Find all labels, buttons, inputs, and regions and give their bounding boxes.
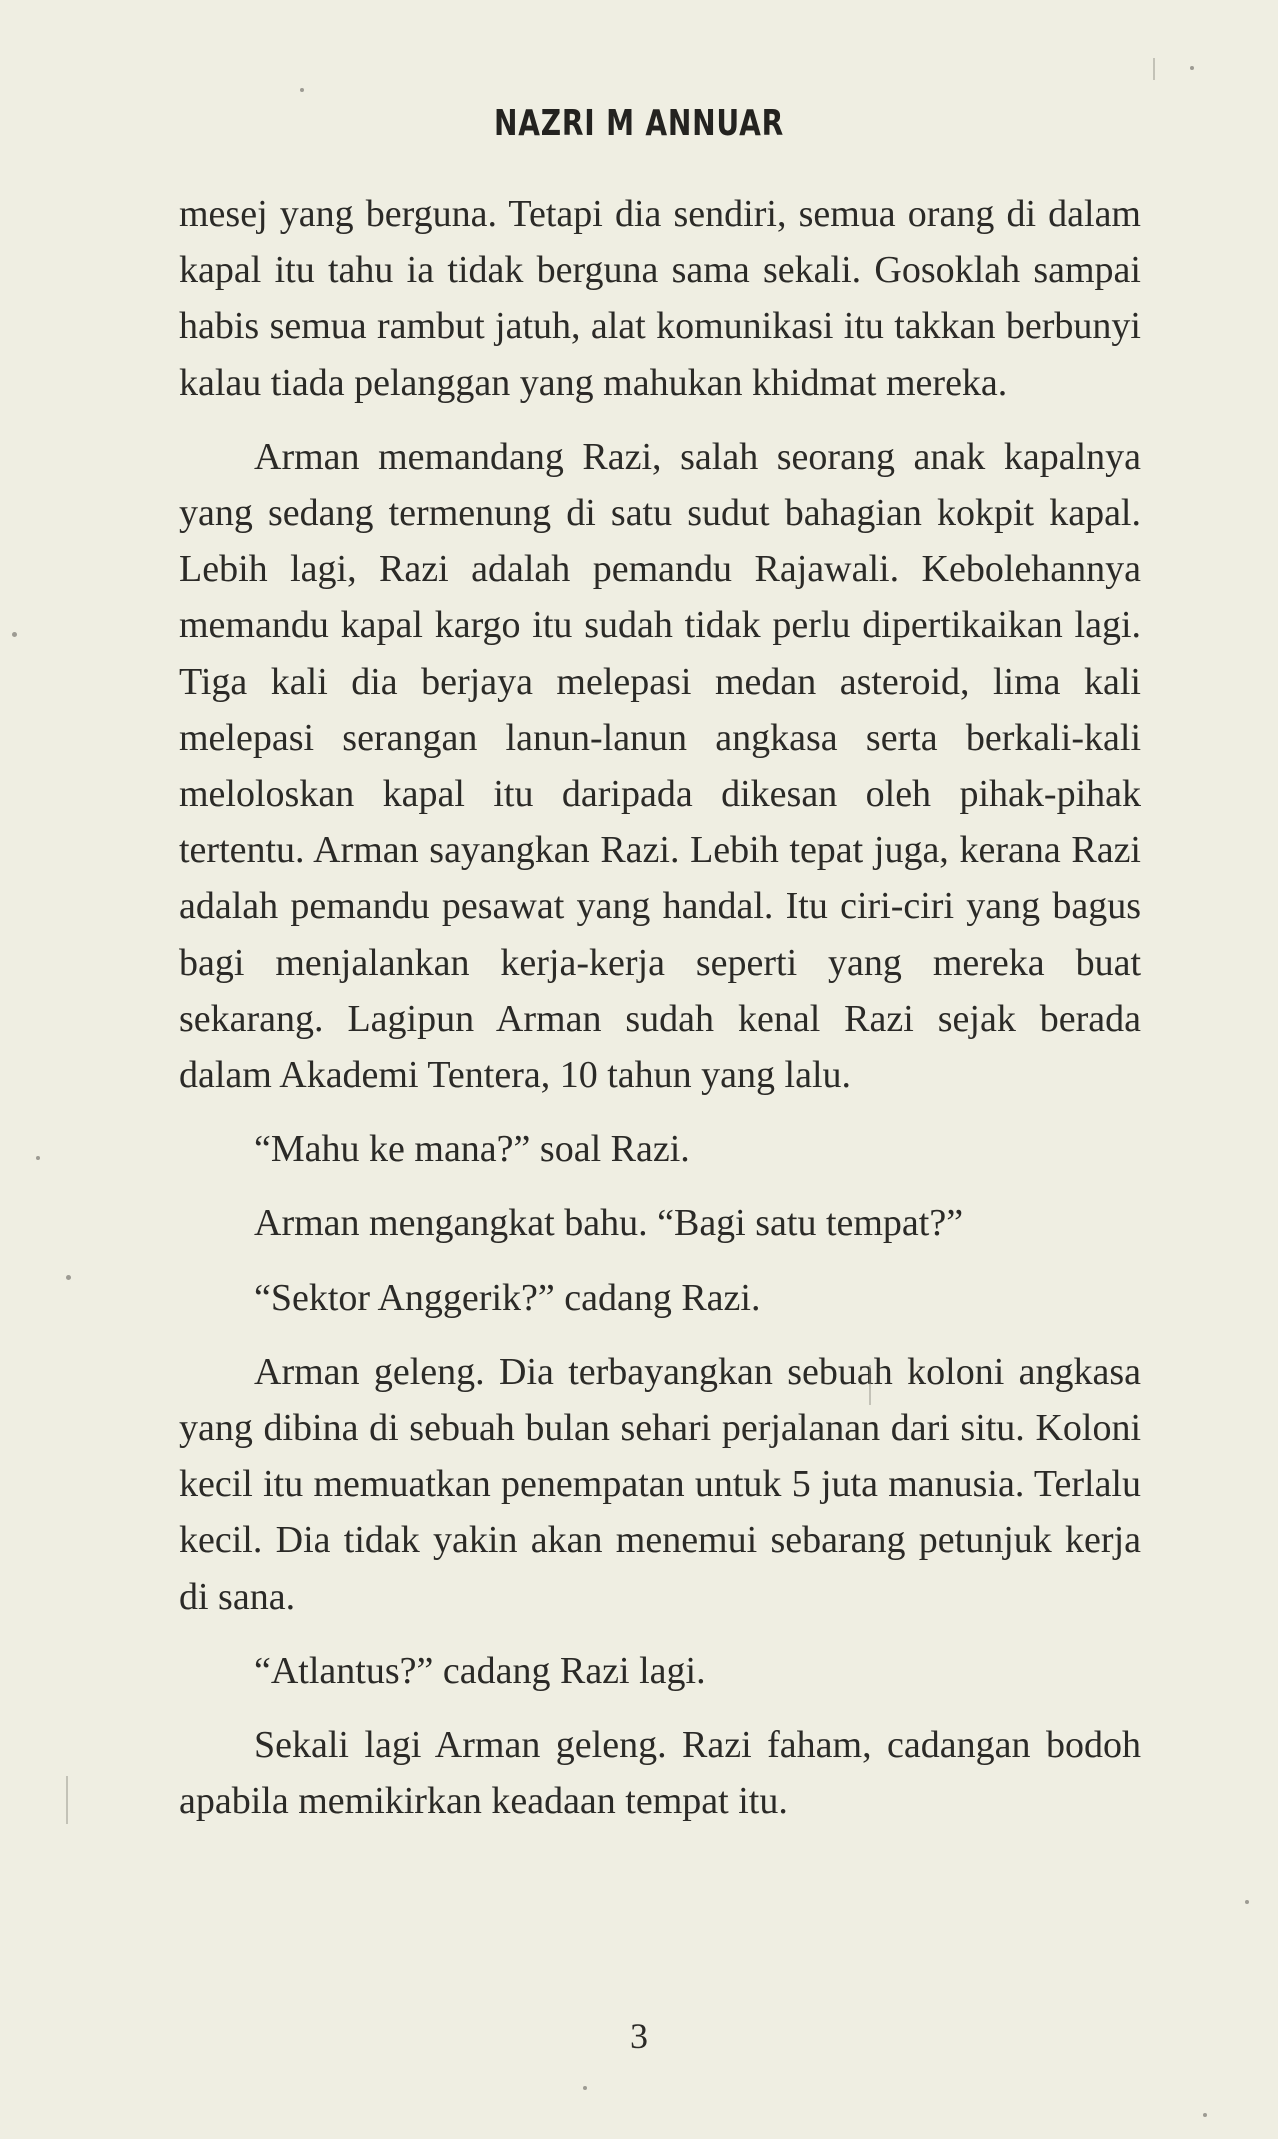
running-header-author: NAZRI M ANNUAR <box>493 103 785 144</box>
paragraph-4: Arman mengangkat bahu. “Bagi satu tempat?” <box>254 1202 964 1245</box>
paragraph-5: “Sektor Anggerik?” cadang Razi. <box>254 1276 761 1319</box>
scan-scratch <box>1153 58 1155 80</box>
scan-scratch <box>66 1776 68 1824</box>
paragraph-8: Sekali lagi Arman geleng. Razi faham, cadangan bodoh apabila memikirkan keadaan tempat itu. <box>179 1724 1141 1823</box>
paragraph-6: Arman geleng. Dia terbayangkan sebuah koloni angkasa yang dibina di sebuah bulan sehari perjalanan dari situ. Koloni kecil itu memuatkan penempatan untuk 5 juta manusia. Terlalu kecil. Dia tidak yakin akan menemui sebarang petunjuk kerja di sana. <box>179 1350 1141 1618</box>
scan-speck <box>300 88 304 92</box>
body-text <box>179 186 1141 1847</box>
scan-scratch <box>869 1365 871 1405</box>
paragraph-3: “Mahu ke mana?” soal Razi. <box>254 1128 690 1171</box>
scan-speck <box>12 632 17 637</box>
scan-speck <box>1190 66 1194 70</box>
scan-speck <box>66 1275 71 1280</box>
paragraph-2: Arman memandang Razi, salah seorang anak kapalnya yang sedang termenung di satu sudut bahagian kokpit kapal. Lebih lagi, Razi adalah pemandu Rajawali. Kebolehannya memandu kapal kargo itu sudah tidak perlu dipertikaikan lagi. Tiga kali dia berjaya melepasi medan asteroid, lima kali melepasi serangan lanun-lanun angkasa serta berkali-kali meloloskan kapal itu daripada dikesan oleh pihak-pihak tertentu. Arman sayangkan Razi. Lebih tepat juga, kerana Razi adalah pemandu pesawat yang handal. Itu ciri-ciri yang bagus bagi menjalankan kerja-kerja seperti yang mereka buat sekarang. Lagipun Arman sudah kenal Razi sejak berada dalam Akademi Tentera, 10 tahun yang lalu. <box>179 435 1141 1097</box>
page-number: 3 <box>630 2016 648 2056</box>
scan-speck <box>1245 1900 1249 1904</box>
scan-speck <box>36 1156 40 1160</box>
scan-speck <box>1203 2113 1207 2117</box>
paragraph-1: mesej yang berguna. Tetapi dia sendiri, semua orang di dalam kapal itu tahu ia tidak berguna sama sekali. Gosoklah sampai habis semua rambut jatuh, alat komunikasi itu takkan berbunyi kalau tiada pelanggan yang mahukan khidmat mereka. <box>179 193 1141 404</box>
paragraph-7: “Atlantus?” cadang Razi lagi. <box>254 1649 706 1692</box>
scan-speck <box>583 2086 587 2090</box>
